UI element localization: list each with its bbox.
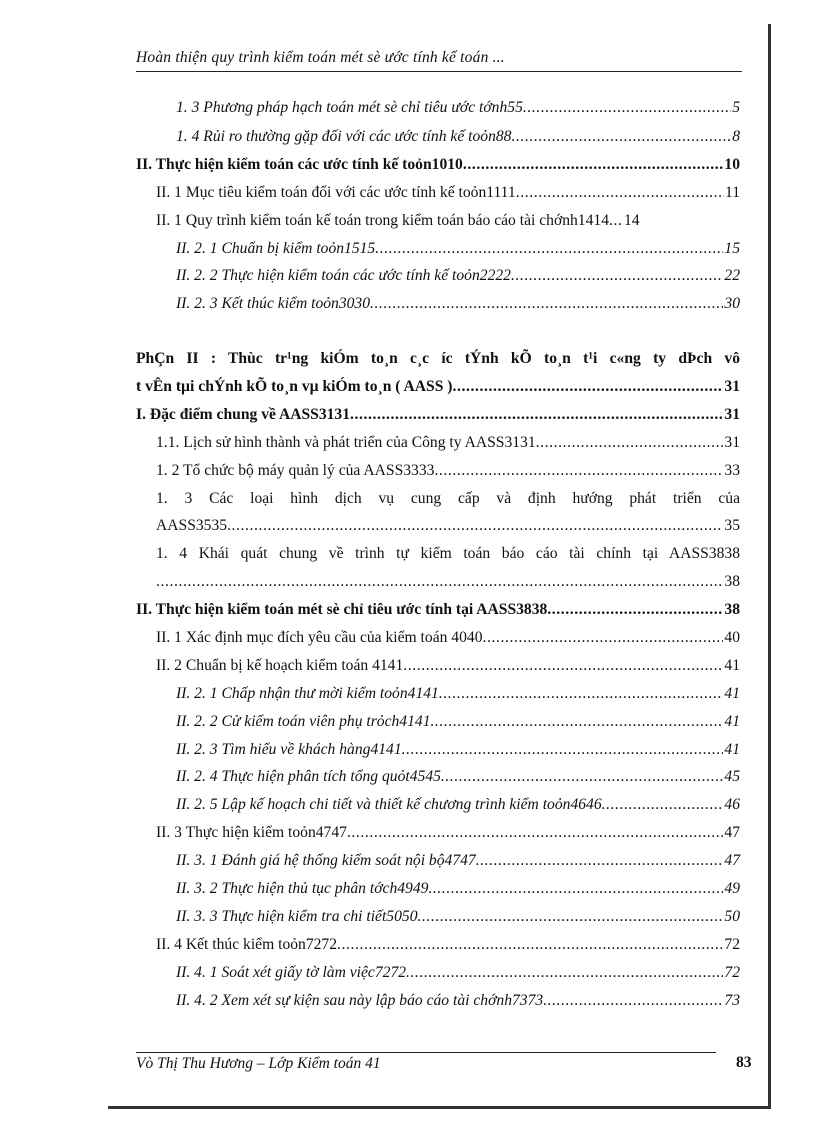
toc-entry[interactable] (176, 684, 740, 704)
toc-entry[interactable] (156, 461, 740, 481)
toc-entry-text: II. 3. 3 Thực hiện kiểm tra chi tiết5050 (176, 908, 418, 925)
toc-entry[interactable] (176, 851, 740, 871)
toc-page-number: 8 (732, 128, 740, 145)
toc-page-number: 45 (724, 768, 740, 785)
toc-entry[interactable] (156, 572, 740, 592)
toc-entry-text: 1. 2 Tổ chức bộ máy quản lý của AASS3333 (156, 462, 435, 479)
toc-entry-text: II. 2. 1 Chuẩn bị kiểm toỏn1515 (176, 240, 376, 257)
toc-page-number: 49 (724, 880, 740, 897)
toc-entry[interactable] (176, 127, 740, 147)
toc-entry[interactable] (176, 767, 740, 787)
toc-entry[interactable] (176, 712, 740, 732)
toc-page-number: 31 (724, 434, 740, 451)
toc-page-number: 50 (724, 908, 740, 925)
toc-page-number: 47 (724, 824, 740, 841)
toc-page-number: 41 (724, 741, 740, 758)
toc-entry[interactable] (136, 377, 740, 397)
toc-page-number: 72 (724, 964, 740, 981)
toc-page-number: 46 (724, 796, 740, 813)
header-rule (136, 71, 742, 72)
toc-entry-text: II. 2. 1 Chấp nhận thư mời kiểm toỏn4141 (176, 685, 439, 702)
toc-entry-text: II. 3. 2 Thực hiện thủ tục phân tớch4949 (176, 880, 429, 897)
toc-page-number: 14 (624, 212, 640, 229)
toc-entry[interactable] (176, 795, 740, 815)
toc-entry[interactable] (156, 823, 740, 843)
toc-entry-text: t vÊn tµi chÝnh kÕ to¸n vµ kiÓm to¸n ( AASS ) (136, 378, 453, 395)
toc-page-number: 41 (724, 685, 740, 702)
toc-entry-line1[interactable]: 1. 3 Các loại hình dịch vụ cung cấp và định hướng phát triển của (156, 490, 740, 507)
toc-entry[interactable] (156, 211, 740, 231)
page-number: 83 (736, 1054, 752, 1071)
toc-page-number: 38 (724, 573, 740, 590)
toc-entry-line1[interactable]: 1. 4 Khái quát chung về trình tự kiểm toán báo cáo tài chính tại AASS3838 (156, 545, 740, 562)
toc-page-number: 31 (724, 406, 740, 423)
toc-entry-text: II. 2. 3 Tìm hiểu về khách hàng4141 (176, 741, 402, 758)
toc-entry-text: II. 2. 2 Cử kiểm toán viên phụ trỏch4141 (176, 713, 431, 730)
toc-page-number: 41 (724, 713, 740, 730)
toc-entry[interactable] (136, 405, 740, 425)
toc-page-number: 41 (724, 657, 740, 674)
toc-entry-text: II. 2. 3 Kết thúc kiểm toỏn3030 (176, 295, 371, 312)
toc-entry-text: II. 1 Mục tiêu kiểm toán đối với các ước tính kế toỏn1111 (156, 184, 516, 201)
toc-entry[interactable] (176, 991, 740, 1011)
toc-entry[interactable] (176, 294, 740, 314)
toc-entry[interactable] (156, 656, 740, 676)
toc-page-number: 40 (724, 629, 740, 646)
toc-page-number: 38 (724, 601, 740, 618)
running-header: Hoàn thiện quy trình kiểm toán mét sè ước tính kế toán ... (136, 49, 505, 66)
toc-entry-text: II. 4. 2 Xem xét sự kiện sau này lập báo cáo tài chớnh7373 (176, 992, 544, 1009)
toc-entry-text: II. Thực hiện kiểm toán các ước tính kế toỏn1010 (136, 156, 463, 173)
toc-page-number: 11 (724, 184, 740, 201)
toc-entry-text: 1. 3 Phương pháp hạch toán mét sè chỉ tiêu ước tớnh55 (176, 99, 523, 116)
toc-entry-text: II. 2. 4 Thực hiện phân tích tổng quỏt4545 (176, 768, 441, 785)
toc-entry-text: 1. 4 Rủi ro thường gặp đối với các ước tính kế toỏn88 (176, 128, 512, 145)
footer-rule (136, 1052, 716, 1053)
toc-page-number: 30 (724, 295, 740, 312)
toc-entry-text: II. 1 Xác định mục đích yêu cầu của kiểm toán 4040 (156, 629, 483, 646)
toc-page-number: 72 (724, 936, 740, 953)
toc-entry[interactable] (156, 935, 740, 955)
toc-entry[interactable] (176, 740, 740, 760)
toc-entry[interactable] (156, 433, 740, 453)
toc-entry-text: II. 3. 1 Đánh giá hệ thống kiểm soát nội bộ4747 (176, 852, 476, 869)
toc-entry[interactable] (156, 516, 740, 536)
toc-entry[interactable] (176, 266, 740, 286)
toc-entry-text: II. 4. 1 Soát xét giấy tờ làm việc7272 (176, 964, 407, 981)
toc-page-number: 33 (724, 462, 740, 479)
toc-entry-text: I. Đặc điểm chung về AASS3131 (136, 406, 351, 423)
toc-entry[interactable] (176, 963, 740, 983)
toc-page-number: 35 (724, 517, 740, 534)
toc-entry-text: II. 3 Thực hiện kiểm toỏn4747 (156, 824, 347, 841)
toc-page-number: 73 (724, 992, 740, 1009)
toc-entry-text: II. Thực hiện kiểm toán mét sè chỉ tiêu ước tính tại AASS3838 (136, 601, 548, 618)
toc-entry-text: II. 2. 2 Thực hiện kiểm toán các ước tính kế toỏn2222 (176, 267, 511, 284)
toc-entry-text: II. 2. 5 Lập kế hoạch chi tiết và thiết kế chương trình kiểm toỏn4646 (176, 796, 602, 813)
toc-entry-text: II. 2 Chuẩn bị kế hoạch kiểm toán 4141 (156, 657, 404, 674)
toc-entry-text: AASS3535 (156, 517, 228, 534)
toc-entry[interactable] (176, 239, 740, 259)
footer-author: Vò Thị Thu Hương – Lớp Kiểm toán 41 (136, 1055, 381, 1072)
toc-page-number: 47 (724, 852, 740, 869)
toc-page-number: 22 (724, 267, 740, 284)
toc-page-number: 5 (732, 99, 740, 116)
toc-page-number: 10 (724, 156, 740, 173)
toc-entry[interactable] (176, 907, 740, 927)
toc-page-number: 31 (724, 378, 740, 395)
toc-entry[interactable] (136, 600, 740, 620)
toc-entry-text: 1.1. Lịch sử hình thành và phát triển của Công ty AASS3131 (156, 434, 536, 451)
toc-entry-text: II. 1 Quy trình kiểm toán kế toán trong kiểm toán báo cáo tài chớnh1414 (156, 212, 609, 229)
toc-part-heading-line1[interactable]: PhÇn II : Thùc tr¹ng kiÓm to¸n c¸c íc tÝnh kÕ to¸n t¹i c«ng ty dÞch vô (136, 350, 740, 367)
toc-entry[interactable] (156, 628, 740, 648)
toc-entry[interactable] (176, 879, 740, 899)
toc-page-number: 15 (724, 240, 740, 257)
toc-entry[interactable] (176, 98, 740, 118)
toc-entry[interactable] (136, 155, 740, 175)
toc-entry-text: II. 4 Kết thúc kiểm toỏn7272 (156, 936, 338, 953)
toc-entry[interactable] (156, 183, 740, 203)
